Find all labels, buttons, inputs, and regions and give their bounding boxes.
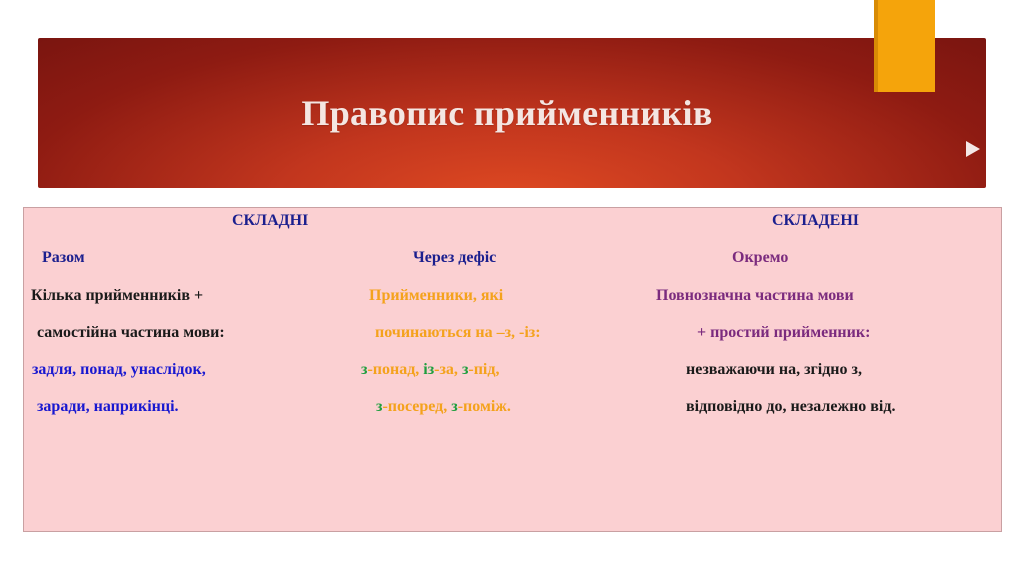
separate-examples1: незважаючи на, згідно з, <box>686 361 862 378</box>
hyphen-line1: Прийменники, які <box>369 287 504 304</box>
hyphen-ex1-a-prefix: з <box>361 361 368 378</box>
hyphen-ex1-a-rest: -понад, <box>367 361 424 378</box>
hyphen-ex1-c-rest: -під, <box>468 361 500 378</box>
together-examples2: заради, наприкінці. <box>33 398 179 415</box>
hyphen-line2: починаються на –з, -із: <box>375 324 541 341</box>
compound2-header: СКЛАДЕНІ <box>772 212 859 229</box>
hyphen-ex1-b-rest: -за, <box>434 361 462 378</box>
together-line2: самостійна частина мови: <box>33 324 225 341</box>
separate-line2: + простий прийменник: <box>693 324 871 341</box>
separate-label: Окремо <box>732 249 789 266</box>
hyphen-ex2-a-prefix: з <box>376 398 383 415</box>
separate-line1: Повнозначна частина мови <box>656 287 854 304</box>
hyphen-ex1-b-prefix: із <box>423 361 435 378</box>
compound-header: СКЛАДНІ <box>232 212 309 229</box>
hyphen-ex2-a-rest: -посеред, <box>382 398 452 415</box>
hyphen-ex1-c-prefix: з <box>461 361 469 378</box>
slide-title: Правопис прийменників <box>301 93 713 133</box>
separate-examples2: відповідно до, незалежно від. <box>686 398 896 415</box>
hyphen-examples2 <box>376 398 511 416</box>
hyphen-examples1 <box>361 361 499 379</box>
together-examples1: задля, понад, унаслідок, <box>32 361 206 378</box>
hyphen-ex2-b-rest: -поміж. <box>457 398 511 415</box>
together-label: Разом <box>42 249 85 266</box>
hyphen-label: Через дефіс <box>413 249 497 266</box>
together-line1: Кілька прийменників + <box>31 287 204 304</box>
hyphen-ex2-b-prefix: з <box>451 398 458 415</box>
